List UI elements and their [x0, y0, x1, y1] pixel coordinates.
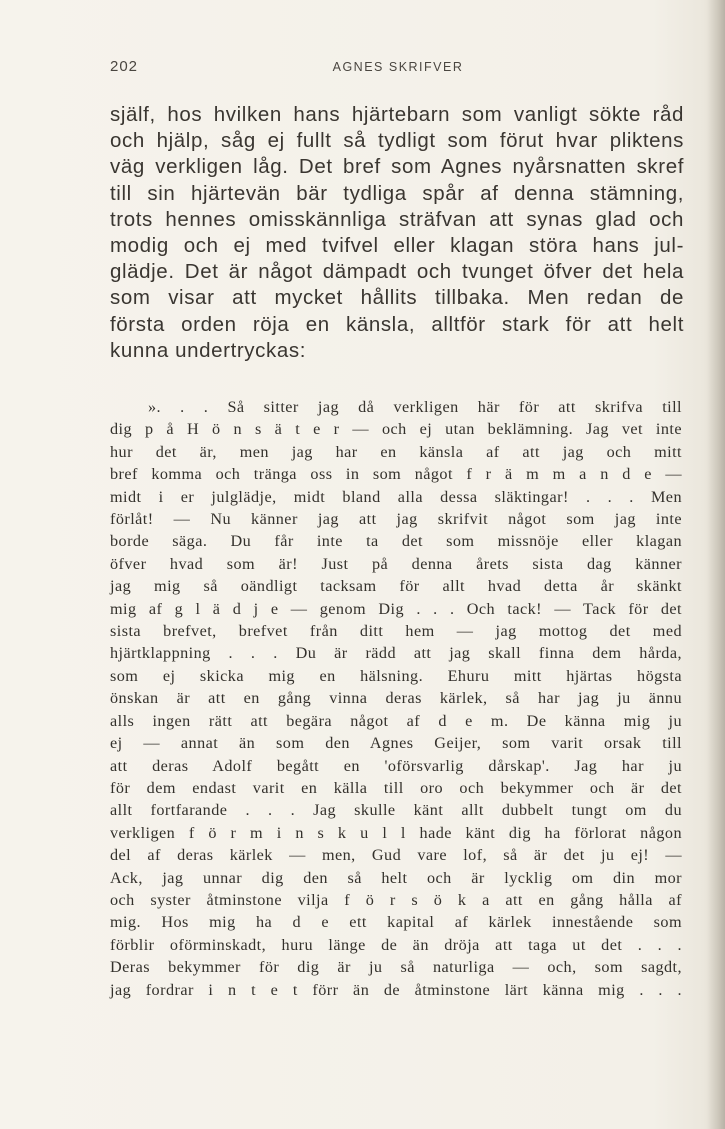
quote-line: att deras Adolf begått en 'oförsvarlig dårskap'. Jag har ju: [110, 756, 682, 775]
quote-line: verkligen f ö r m i n s k u l l hade känt dig ha förlorat någon: [110, 823, 682, 842]
quote-line: allt fortfarande . . . Jag skulle känt allt dubbelt tungt om du: [110, 801, 682, 820]
body-line: första orden röja en känsla, alltför stark för att helt: [110, 312, 684, 336]
running-title: AGNES SKRIFVER: [332, 60, 464, 74]
quote-line: mig. Hos mig ha d e ett kapital af kärlek innestående som: [110, 913, 682, 932]
body-line: till sin hjärtevän bär tydliga spår af denna stämning,: [110, 181, 684, 205]
body-line: glädje. Det är något dämpadt och tvunget öfver det hela: [110, 260, 684, 284]
quote-line: hur det är, men jag har en känsla af att jag och mitt: [110, 442, 682, 461]
quote-line: mig af g l ä d j e — genom Dig . . . Och tack! — Tack för det: [110, 599, 682, 618]
quote-line: ». . . Så sitter jag då verkligen här för att skrifva till: [148, 398, 682, 416]
quote-line: sista brefvet, brefvet från ditt hem — jag mottog det med: [110, 622, 682, 641]
quote-line: dig p å H ö n s ä t e r — och ej utan beklämning. Jag vet inte: [110, 420, 682, 439]
page-number: 202: [110, 58, 139, 75]
letter-quote: [110, 396, 682, 1001]
body-line: trots hennes omisskännliga sträfvan att synas glad och: [110, 207, 684, 231]
quote-line: alls ingen rätt att begära något af d e m. De känna mig ju: [110, 711, 682, 730]
body-line: kunna undertryckas:: [110, 338, 306, 362]
quote-line: midt i er julglädje, midt bland alla dessa släktingar! . . . Men: [110, 487, 682, 506]
quote-line: del af deras kärlek — men, Gud vare lof, så är det ju ej! —: [110, 846, 682, 865]
quote-line: förblir oförminskadt, huru länge de än dröja att taga ut det . . .: [110, 935, 682, 954]
body-paragraph: [110, 102, 684, 364]
quote-line: jag mig så oändligt tacksam för allt hvad detta år skänkt: [110, 577, 682, 596]
quote-line: önskan är att en gång vinna deras kärlek, så har jag ju ännu: [110, 689, 682, 708]
running-head: [110, 58, 686, 80]
body-line: väg verkligen låg. Det bref som Agnes nyårsnatten skref: [110, 155, 684, 179]
body-line: och hjälp, såg ej fullt så tydligt som förut hvar pliktens: [110, 129, 684, 153]
quote-line: ej — annat än som den Agnes Geijer, som varit orsak till: [110, 734, 682, 753]
quote-line: för dem endast varit en källa till oro och bekymmer och är det: [110, 778, 682, 797]
quote-line: Ack, jag unnar dig den så helt och är lycklig om din mor: [110, 868, 682, 887]
quote-line: som ej skicka mig en hälsning. Ehuru mitt hjärtas högsta: [110, 666, 682, 685]
quote-line: Deras bekymmer för dig är ju så naturliga — och, som sagdt,: [110, 958, 682, 977]
quote-line: öfver hvad som är! Just på denna årets sista dag känner: [110, 554, 682, 573]
body-line: modig och ej med tvifvel eller klagan störa hans jul-: [110, 234, 684, 258]
body-line: själf, hos hvilken hans hjärtebarn som vanligt sökte råd: [110, 103, 684, 126]
quote-line: bref komma och tränga oss in som något f r ä m m a n d e —: [110, 465, 682, 484]
quote-line: och syster åtminstone vilja f ö r s ö k a att en gång hålla af: [110, 890, 682, 909]
body-line: som visar att mycket hållits tillbaka. Men redan de: [110, 286, 684, 310]
quote-line: förlåt! — Nu känner jag att jag skrifvit något som jag inte: [110, 510, 682, 529]
page-edge-shadow: [707, 0, 725, 1129]
quote-line: jag fordrar i n t e t förr än de åtminstone lärt känna mig . . .: [110, 980, 682, 999]
quote-line: borde säga. Du får inte ta det som missnöje eller klagan: [110, 532, 682, 551]
quote-line: hjärtklappning . . . Du är rädd att jag skall finna dem hårda,: [110, 644, 682, 663]
